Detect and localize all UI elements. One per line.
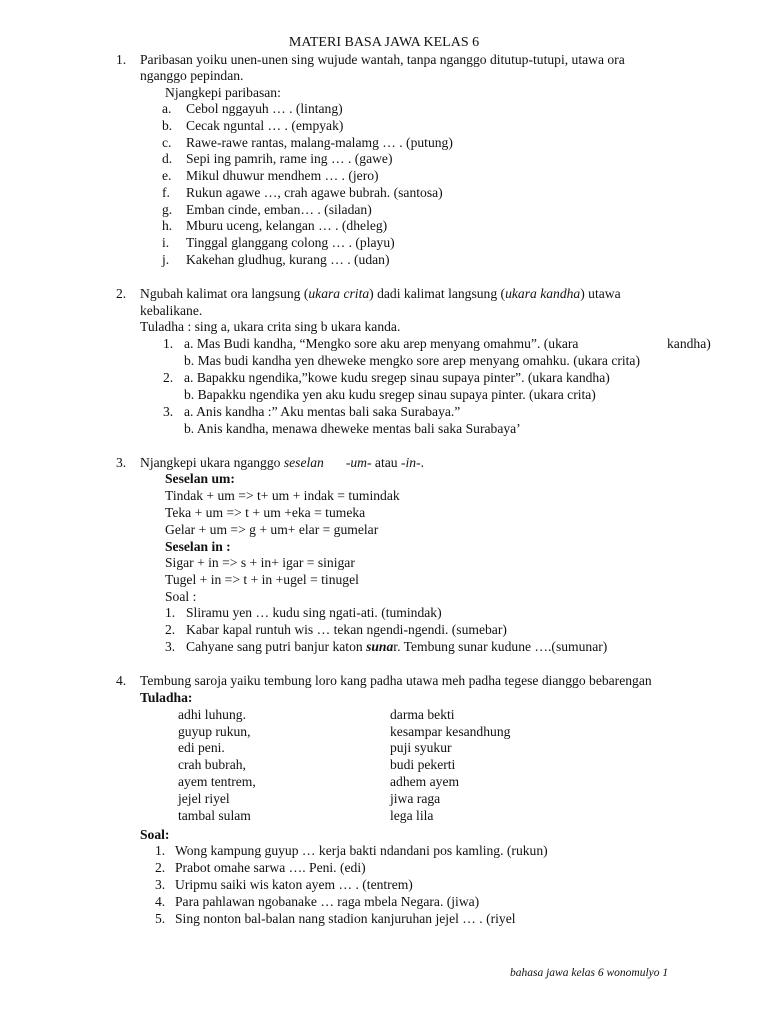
- section-intro-line: [140, 286, 621, 302]
- text-run: r. Tembung sunar kudune ….(sumunar): [393, 639, 608, 654]
- list-item: Mikul dhuwur mendhem … . (jero): [186, 168, 379, 183]
- pair-left: edi peni.: [178, 740, 225, 755]
- list-item: Tinggal glanggang colong … . (playu): [186, 235, 395, 250]
- pair-right: puji syukur: [390, 740, 452, 755]
- list-item: Rukun agawe …, crah agawe bubrah. (santosa): [186, 185, 443, 200]
- text-run-italic: ukara kandha: [505, 286, 581, 301]
- pair-left: guyup rukun,: [178, 724, 251, 739]
- list-item: Emban cinde, emban… . (siladan): [186, 202, 372, 217]
- text-run: atau: [371, 455, 401, 470]
- list-item: Mburu uceng, kelangan … . (dheleg): [186, 218, 388, 233]
- list-item: Cecak nguntal … . (empyak): [186, 118, 344, 133]
- soal-number: 4.: [155, 894, 166, 909]
- example-a: a. Bapakku ngendika,”kowe kudu sregep sinau supaya pinter”. (ukara kandha): [184, 370, 610, 385]
- pair-left: tambal sulam: [178, 808, 251, 823]
- pair-right: adhem ayem: [390, 774, 460, 789]
- example-intro: Tuladha : sing a, ukara crita sing b ukara kanda.: [140, 319, 401, 334]
- soal-item: Para pahlawan ngobanake … raga mbela Negara. (jiwa): [175, 894, 480, 909]
- section-intro-line: kebalikane.: [140, 303, 203, 318]
- list-item: Sepi ing pamrih, rame ing … . (gawe): [186, 151, 393, 166]
- soal-item: Prabot omahe sarwa …. Peni. (edi): [175, 860, 366, 875]
- section-intro-line: Paribasan yoiku unen-unen sing wujude wantah, tanpa nganggo ditutup-tutupi, utawa ora: [140, 52, 625, 67]
- text-run-bold: suna: [366, 639, 394, 654]
- rule-line: Tugel + in => t + in +ugel = tinugel: [165, 572, 359, 587]
- example-number: 3.: [163, 404, 174, 419]
- soal-number: 5.: [155, 911, 166, 926]
- text-run-italic: -in-: [400, 455, 421, 470]
- soal-item: Uripmu saiki wis katon ayem … . (tentrem): [175, 877, 413, 892]
- section-intro-line: Tembung saroja yaiku tembung loro kang padha utawa meh padha tegese dianggo bebarengan: [140, 673, 652, 688]
- rule-line: Tindak + um => t+ um + indak = tumindak: [165, 488, 400, 503]
- example-b: b. Bapakku ngendika yen aku kudu sregep sinau supaya pinter. (ukara crita): [184, 387, 596, 402]
- text-run: .: [420, 455, 425, 470]
- page-title: MATERI BASA JAWA KELAS 6: [288, 35, 480, 50]
- pair-left: ayem tentrem,: [178, 774, 256, 789]
- soal-number: 2.: [155, 860, 166, 875]
- soal-label: Soal :: [165, 589, 197, 604]
- subheading: Seselan in :: [165, 539, 231, 554]
- example-number: 1.: [163, 336, 174, 351]
- pair-left: crah bubrah,: [178, 757, 246, 772]
- list-letter: j.: [162, 252, 170, 267]
- text-run: Ngubah kalimat ora langsung (: [140, 286, 309, 301]
- soal-item: [186, 639, 607, 655]
- example-number: 2.: [163, 370, 174, 385]
- soal-item: Wong kampung guyup … kerja bakti ndandani pos kamling. (rukun): [175, 843, 548, 858]
- section-number: 4.: [116, 673, 127, 688]
- example-a: a. Mas Budi kandha, “Mengko sore aku arep menyang omahmu”. (ukara: [184, 336, 579, 351]
- list-letter: f.: [162, 185, 170, 200]
- section-intro-line: nganggo pepindan.: [140, 68, 244, 83]
- text-run-italic: -um-: [345, 455, 372, 470]
- list-letter: g.: [162, 202, 173, 217]
- section-number: 2.: [116, 286, 127, 301]
- rule-line: Sigar + in => s + in+ igar = sinigar: [165, 555, 355, 570]
- section-intro-line: [140, 455, 424, 471]
- soal-label: Soal:: [140, 827, 170, 842]
- soal-number: 1.: [155, 843, 166, 858]
- pair-right: jiwa raga: [390, 791, 441, 806]
- list-letter: i.: [162, 235, 170, 250]
- instruction: Njangkepi paribasan:: [165, 85, 281, 100]
- soal-item: Kabar kapal runtuh wis … tekan ngendi-ngendi. (sumebar): [186, 622, 507, 637]
- pair-right: budi pekerti: [390, 757, 456, 772]
- soal-item: Sliramu yen … kudu sing ngati-ati. (tumindak): [186, 605, 442, 620]
- list-item: Kakehan gludhug, kurang … . (udan): [186, 252, 390, 267]
- section-number: 3.: [116, 455, 127, 470]
- pair-left: jejel riyel: [178, 791, 230, 806]
- text-run-italic: ukara crita: [308, 286, 370, 301]
- example-a-tail: kandha): [667, 336, 711, 351]
- text-run: Njangkepi ukara nganggo: [140, 455, 284, 470]
- list-letter: a.: [162, 101, 172, 116]
- list-letter: b.: [162, 118, 173, 133]
- text-run: Cahyane sang putri banjur katon: [186, 639, 367, 654]
- list-item: Cebol nggayuh … . (lintang): [186, 101, 343, 116]
- text-run: ) dadi kalimat langsung (: [369, 286, 506, 301]
- rule-line: Teka + um => t + um +eka = tumeka: [165, 505, 366, 520]
- soal-number: 3.: [155, 877, 166, 892]
- subheading: Tuladha:: [140, 690, 193, 705]
- example-a: a. Anis kandha :” Aku mentas bali saka Surabaya.”: [184, 404, 461, 419]
- rule-line: Gelar + um => g + um+ elar = gumelar: [165, 522, 379, 537]
- list-letter: d.: [162, 151, 173, 166]
- page-footer: bahasa jawa kelas 6 wonomulyo 1: [510, 967, 669, 979]
- pair-right: lega lila: [390, 808, 434, 823]
- text-run-italic: seselan: [283, 455, 324, 470]
- list-letter: e.: [162, 168, 172, 183]
- example-b: b. Mas budi kandha yen dheweke mengko sore arep menyang omahku. (ukara crita): [184, 353, 640, 368]
- pair-left: adhi luhung.: [178, 707, 246, 722]
- example-b: b. Anis kandha, menawa dheweke mentas bali saka Surabaya’: [184, 421, 521, 436]
- list-item: Rawe-rawe rantas, malang-malamg … . (putung): [186, 135, 453, 150]
- list-letter: c.: [162, 135, 172, 150]
- soal-number: 2.: [165, 622, 176, 637]
- soal-number: 3.: [165, 639, 176, 654]
- section-number: 1.: [116, 52, 127, 67]
- list-letter: h.: [162, 218, 173, 233]
- pair-right: kesampar kesandhung: [390, 724, 511, 739]
- soal-number: 1.: [165, 605, 176, 620]
- text-run: ) utawa: [580, 286, 621, 301]
- soal-item: Sing nonton bal-balan nang stadion kanjuruhan jejel … . (riyel: [175, 911, 516, 926]
- subheading: Seselan um:: [165, 471, 235, 486]
- pair-right: darma bekti: [390, 707, 455, 722]
